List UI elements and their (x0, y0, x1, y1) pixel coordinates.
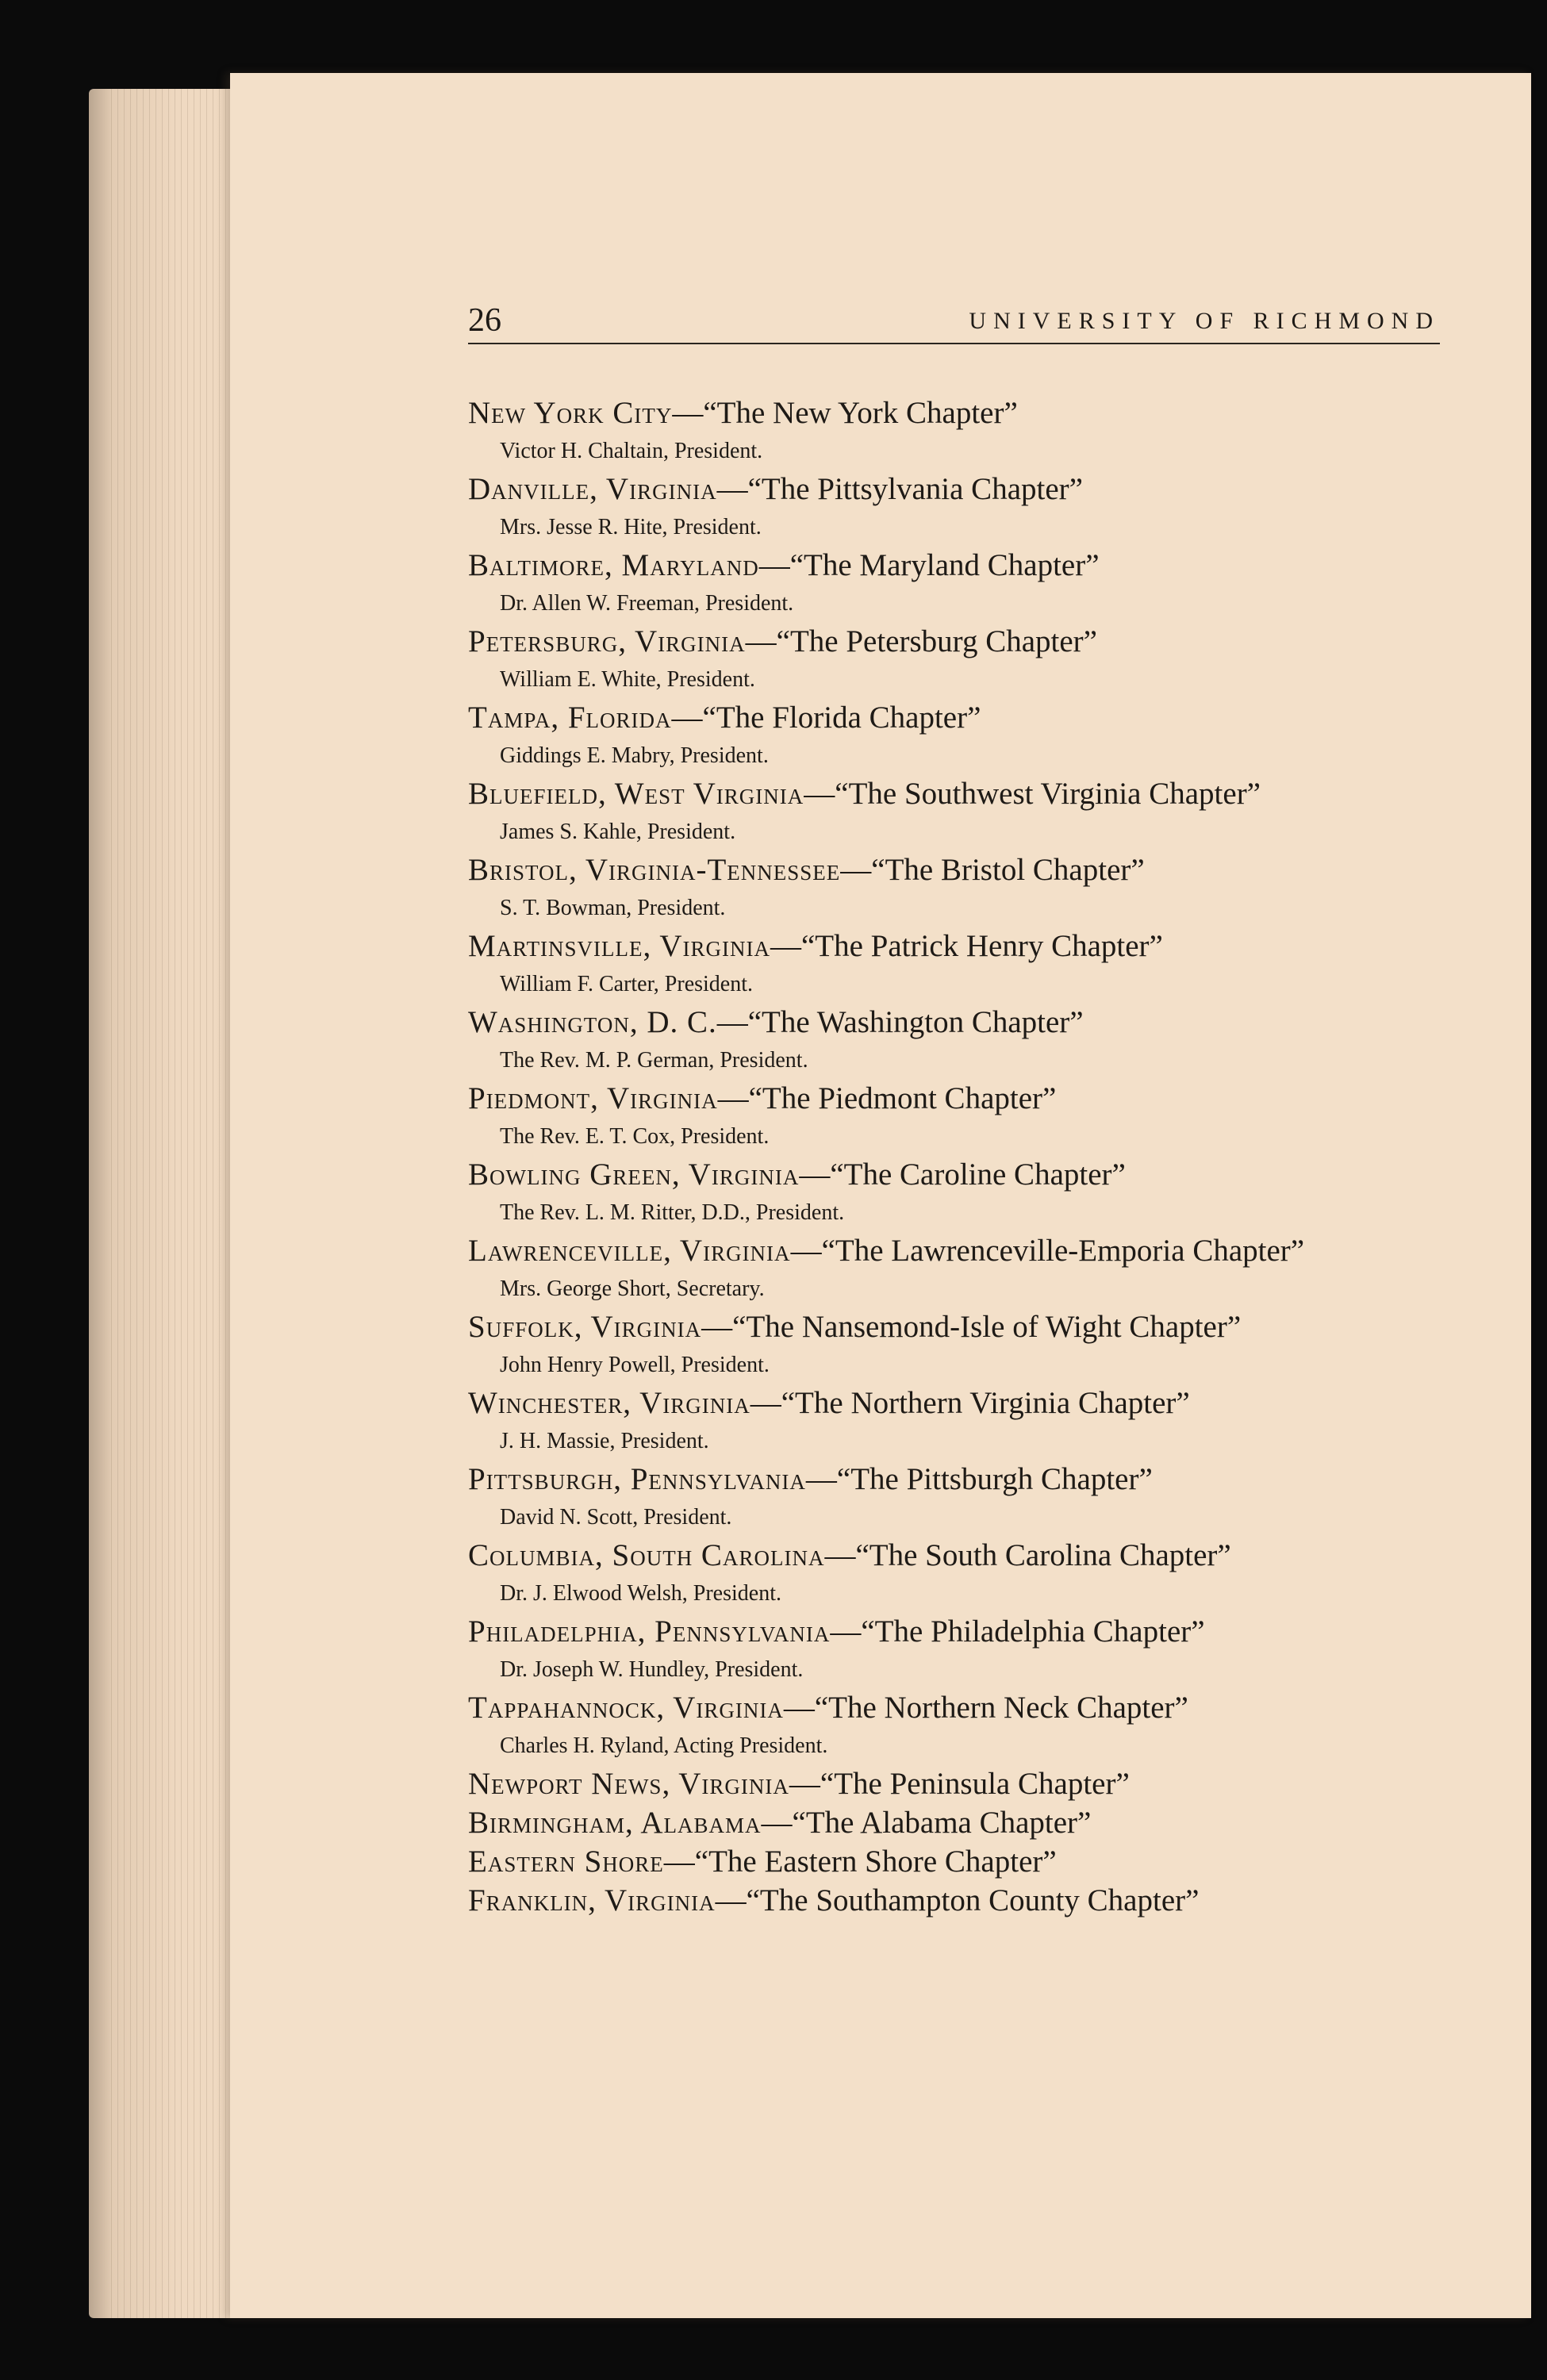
chapter-place: Bristol, Virginia-Tennessee (468, 853, 841, 887)
chapter-officer: John Henry Powell, President. (500, 1353, 770, 1377)
chapter-name: —“The Maryland Chapter” (758, 548, 1100, 582)
chapter-name: —“The Peninsula Chapter” (789, 1767, 1130, 1801)
chapter-title-line (468, 1764, 1452, 1803)
chapter-place: Bowling Green, Virginia (468, 1157, 800, 1192)
chapter-officer: S. T. Bowman, President. (500, 896, 726, 920)
chapter-place: Philadelphia, Pennsylvania (468, 1614, 831, 1649)
chapter-name: —“The Philadelphia Chapter” (830, 1614, 1205, 1649)
chapter-place: Piedmont, Virginia (468, 1081, 718, 1115)
chapter-place: Newport News, Virginia (468, 1767, 789, 1801)
chapter-title-line (468, 1688, 1452, 1727)
chapter-title-line (468, 1536, 1452, 1575)
chapter-place: Tappahannock, Virginia (468, 1691, 784, 1725)
chapter-entry (468, 1842, 1452, 1881)
chapter-place: Suffolk, Virginia (468, 1310, 702, 1344)
chapter-officer: Dr. J. Elwood Welsh, President. (500, 1581, 781, 1606)
chapter-title-line (468, 622, 1452, 661)
chapter-officer: Victor H. Chaltain, President. (500, 439, 763, 463)
chapter-place: Tampa, Florida (468, 701, 672, 735)
chapter-name: —“The South Carolina Chapter” (824, 1538, 1231, 1572)
page-stack-lines (111, 89, 238, 2318)
chapter-place: Eastern Shore (468, 1844, 664, 1879)
page-header (468, 301, 1440, 349)
chapter-name: —“The Alabama Chapter” (761, 1806, 1092, 1840)
chapter-name: —“The Pittsburgh Chapter” (805, 1462, 1153, 1496)
chapter-officer: Dr. Joseph W. Hundley, President. (500, 1657, 804, 1682)
chapter-entry (468, 1881, 1452, 1920)
chapter-title-line (468, 1231, 1452, 1270)
chapter-name: —“The Pittsylvania Chapter” (716, 472, 1083, 506)
chapter-name: —“The Piedmont Chapter” (717, 1081, 1057, 1115)
chapter-place: Birmingham, Alabama (468, 1806, 762, 1840)
chapter-entry (468, 1384, 1452, 1460)
chapter-officer: The Rev. L. M. Ritter, D.D., President. (500, 1200, 845, 1225)
page-number: 26 (468, 302, 501, 339)
chapter-title-line (468, 1384, 1452, 1422)
chapter-entry (468, 1803, 1452, 1842)
chapter-name: —“The Washington Chapter” (716, 1005, 1084, 1039)
chapter-name: —“The Lawrenceville-Emporia Chapter” (790, 1234, 1305, 1268)
header-rule (468, 343, 1440, 344)
chapter-officer: William E. White, President. (500, 667, 755, 692)
chapter-title-line (468, 1803, 1452, 1842)
chapter-title-line (468, 1155, 1452, 1194)
chapter-place: Washington, D. C. (468, 1005, 717, 1039)
chapter-entry (468, 470, 1452, 546)
chapter-title-line (468, 1612, 1452, 1651)
running-head: UNIVERSITY OF RICHMOND (969, 308, 1440, 334)
chapter-name: —“The Nansemond-Isle of Wight Chapter” (701, 1310, 1242, 1344)
chapter-officer: Mrs. Jesse R. Hite, President. (500, 515, 762, 539)
chapter-name: —“The Bristol Chapter” (840, 853, 1145, 887)
chapter-officer: James S. Kahle, President. (500, 820, 736, 844)
chapter-title-line (468, 1460, 1452, 1499)
chapter-officer: J. H. Massie, President. (500, 1429, 709, 1453)
chapter-title-line (468, 470, 1452, 509)
chapter-place: Petersburg, Virginia (468, 624, 746, 658)
chapter-title-line (468, 393, 1452, 432)
chapter-entry (468, 1079, 1452, 1155)
chapter-entry (468, 1764, 1452, 1803)
chapter-officer: David N. Scott, President. (500, 1505, 732, 1530)
chapter-entry (468, 546, 1452, 622)
chapter-title-line (468, 1307, 1452, 1346)
chapter-entry (468, 1307, 1452, 1384)
chapter-place: Baltimore, Maryland (468, 548, 759, 582)
chapter-place: Franklin, Virginia (468, 1883, 716, 1917)
chapter-entry (468, 622, 1452, 698)
chapter-officer: Giddings E. Mabry, President. (500, 743, 769, 768)
chapter-officer: Charles H. Ryland, Acting President. (500, 1733, 828, 1758)
chapter-entry (468, 393, 1452, 470)
chapter-officer: The Rev. E. T. Cox, President. (500, 1124, 770, 1149)
chapter-entry (468, 927, 1452, 1003)
chapter-name: —“The Petersburg Chapter” (745, 624, 1097, 658)
chapter-place: New York City (468, 396, 673, 430)
chapter-entry (468, 698, 1452, 774)
chapter-list (468, 393, 1452, 1920)
chapter-place: Winchester, Virginia (468, 1386, 750, 1420)
chapter-title-line (468, 927, 1452, 965)
chapter-entry (468, 850, 1452, 927)
chapter-name: —“The Patrick Henry Chapter” (770, 929, 1163, 963)
chapter-officer: William F. Carter, President. (500, 972, 754, 996)
chapter-name: —“The Caroline Chapter” (799, 1157, 1126, 1192)
chapter-name: —“The Southwest Virginia Chapter” (804, 777, 1261, 811)
chapter-title-line (468, 774, 1452, 813)
chapter-place: Danville, Virginia (468, 472, 717, 506)
chapter-place: Columbia, South Carolina (468, 1538, 825, 1572)
chapter-place: Martinsville, Virginia (468, 929, 770, 963)
chapter-entry (468, 1460, 1452, 1536)
chapter-officer: The Rev. M. P. German, President. (500, 1048, 808, 1073)
chapter-title-line (468, 546, 1452, 585)
chapter-name: —“The Florida Chapter” (671, 701, 981, 735)
chapter-title-line (468, 850, 1452, 889)
chapter-officer: Mrs. George Short, Secretary. (500, 1276, 765, 1301)
chapter-entry (468, 1536, 1452, 1612)
chapter-title-line (468, 1079, 1452, 1118)
chapter-name: —“The New York Chapter” (672, 396, 1018, 430)
chapter-entry (468, 774, 1452, 850)
chapter-place: Lawrenceville, Virginia (468, 1234, 791, 1268)
chapter-entry (468, 1003, 1452, 1079)
chapter-entry (468, 1231, 1452, 1307)
chapter-name: —“The Northern Virginia Chapter” (750, 1386, 1190, 1420)
chapter-title-line (468, 1842, 1452, 1881)
chapter-title-line (468, 1003, 1452, 1042)
chapter-entry (468, 1688, 1452, 1764)
chapter-name: —“The Northern Neck Chapter” (783, 1691, 1188, 1725)
chapter-title-line (468, 698, 1452, 737)
chapter-name: —“The Eastern Shore Chapter” (663, 1844, 1057, 1879)
chapter-place: Pittsburgh, Pennsylvania (468, 1462, 806, 1496)
chapter-entry (468, 1155, 1452, 1231)
chapter-name: —“The Southampton County Chapter” (715, 1883, 1200, 1917)
chapter-officer: Dr. Allen W. Freeman, President. (500, 591, 794, 616)
chapter-title-line (468, 1881, 1452, 1920)
chapter-place: Bluefield, West Virginia (468, 777, 804, 811)
chapter-entry (468, 1612, 1452, 1688)
